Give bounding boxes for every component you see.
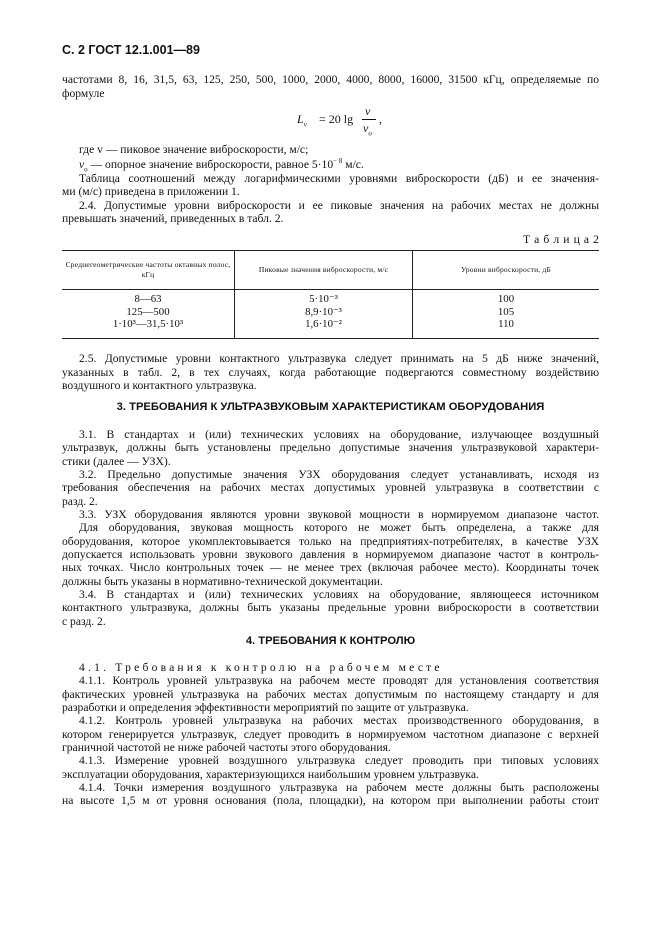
table-col-peak-values — [235, 290, 413, 339]
page-header: С. 2 ГОСТ 12.1.001—89 — [62, 43, 200, 57]
paragraph-3-4-line-1: 3.4. В стандартах и (или) технических условиях на оборудование, являющееся источником — [79, 588, 599, 601]
paragraph-4-1-4-line-1: 4.1.4. Точки измерения воздушного ультразвука на рабочем месте должны быть расположены — [79, 781, 599, 794]
table-header-levels: Уровни виброскорости, дБ — [413, 251, 600, 290]
paragraph-3-3-line-5: ных точках. Число контрольных точек — не менее трех (включая рабочее место). Координаты точек — [62, 561, 599, 574]
table-header-frequencies: Среднегеометрические частоты октавных полос, кГц — [62, 251, 235, 290]
table-caption: Т а б л и ц а 2 — [523, 233, 600, 246]
paragraph-3-1-line-2: ультразвук, должны быть установлены предельно допустимые значения ультразвуковой характери- — [62, 441, 599, 454]
paragraph-3-2-line-3: разд. 2. — [62, 495, 98, 508]
paragraph-2-5-line-2: указанных в табл. 2, в тех случаях, когда работающие подвергаются совместному воздействию — [62, 366, 599, 379]
paragraph-2-5-line-1: 2.5. Допустимые уровни контактного ультразвука следует принимать на 5 дБ ниже значений, — [79, 352, 599, 365]
intro-line-2: формуле — [62, 87, 105, 100]
subsection-4-1-title: 4.1. Требования к контролю на рабочем месте — [79, 661, 443, 674]
table-cell: 8—63 — [134, 293, 162, 305]
paragraph-3-4-line-3: с разд. 2. — [62, 615, 106, 628]
paragraph-4-1-4-line-2: на высоте 1,5 м от уровня основания (пола, площадки), на котором при выполнении работы стоит — [62, 794, 599, 807]
paragraph-3-2-line-1: 3.2. Предельно допустимые значения УЗХ оборудования следует устанавливать, исходя из — [79, 468, 599, 481]
paragraph-4-1-2-line-1: 4.1.2. Контроль уровней ультразвука на рабочих местах производственного оборудования, в — [79, 714, 599, 727]
fraction-bar — [362, 119, 376, 120]
paragraph-4-1-3-line-1: 4.1.3. Измерение уровней воздушного ультразвука следует проводить при типовых условиях — [79, 754, 599, 767]
paragraph-table-relation-line-1: Таблица соотношений между логарифмическими уровнями виброскорости (дБ) и ее значения- — [79, 172, 599, 185]
paragraph-4-1-1-line-2: фактических уровней ультразвука на рабочих местах допустимым по настоящему стандарту и для — [62, 688, 599, 701]
definition-v0: $v_o$ — опорное значение виброскорости, равное $5\cdot 10^{- 8}$ м/с. — [79, 157, 364, 174]
table-col-levels — [413, 290, 600, 339]
paragraph-3-3-line-6: должны быть указаны в нормативно-технической документации. — [62, 575, 383, 588]
paragraph-4-1-3-line-2: эксплуатации оборудования, характеризующихся наибольшим уровнем ультразвука. — [62, 768, 479, 781]
table-cell: 1·10³—31,5·10³ — [112, 318, 184, 330]
table-2 — [62, 250, 599, 339]
paragraph-4-1-1-line-1: 4.1.1. Контроль уровней ультразвука на рабочем месте проводят для установления соответствия — [79, 674, 599, 687]
paragraph-3-4-line-2: контактного ультразвука, должны быть указаны предельные уровни виброскорости в соответствии — [62, 601, 599, 614]
section-4-title: 4. ТРЕБОВАНИЯ К КОНТРОЛЮ — [245, 635, 416, 647]
section-3-title: 3. ТРЕБОВАНИЯ К УЛЬТРАЗВУКОВЫМ ХАРАКТЕРИСТИКАМ ОБОРУДОВАНИЯ — [116, 401, 545, 413]
table-cell: 1,6·10⁻² — [305, 318, 342, 330]
definition-v: где v — пиковое значение виброскорости, м/с; — [79, 143, 309, 156]
paragraph-2-5-line-3: воздушного и контактного ультразвука. — [62, 379, 257, 392]
paragraph-3-3-line-3: оборудования, которое укомплектовывается только на предприятиях-потребителях, в качестве УЗХ — [62, 535, 599, 548]
table-cell: 100 — [497, 293, 515, 305]
formula-numerator: v — [365, 104, 371, 118]
intro-line-1: частотами 8, 16, 31,5, 63, 125, 250, 500, 1000, 2000, 4000, 8000, 16000, 31500 кГц, определяемые по — [62, 73, 599, 86]
paragraph-4-1-2-line-2: котором генерируется ультразвук, следует проводить в нормируемом частотном диапазоне с верхней — [62, 728, 599, 741]
table-cell: 105 — [497, 305, 515, 318]
paragraph-3-1-line-3: стики (далее — УЗХ). — [62, 455, 171, 468]
table-col-frequencies — [62, 290, 235, 339]
formula-operator: = 20 lg — [319, 112, 354, 126]
paragraph-3-3-line-4: допускается использовать уровни звукового давления в нормируемом диапазоне частот в контроль- — [62, 548, 599, 561]
table-cell: 125—500 — [126, 305, 170, 318]
table-cell: 5·10⁻³ — [309, 293, 338, 305]
paragraph-3-3-line-2: Для оборудования, звуковая мощность которого не может быть определена, а также для — [79, 521, 599, 534]
paragraph-3-2-line-2: требования обеспечения на рабочих местах допустимых уровней ультразвука в соответствии с — [62, 481, 599, 494]
paragraph-4-1-1-line-3: разработки и определения эффективности мероприятий по защите от ультразвука. — [62, 701, 469, 714]
paragraph-3-1-line-1: 3.1. В стандартах и (или) технических условиях на оборудование, излучающее воздушный — [79, 428, 599, 441]
formula-denominator: $v_o$ — [363, 121, 372, 138]
paragraph-2-4-line-2: превышать значений, приведенных в табл. 2. — [62, 212, 284, 225]
paragraph-4-1-2-line-3: граничной частотой не ниже рабочей частоты этого оборудования. — [62, 741, 391, 754]
paragraph-table-relation-line-2: ми (м/с) приведена в приложении 1. — [62, 185, 240, 198]
paragraph-3-3-line-1: 3.3. УЗХ оборудования являются уровни звуковой мощности в нормируемом диапазоне частот. — [79, 508, 599, 521]
paragraph-2-4-line-1: 2.4. Допустимые уровни виброскорости и ее пиковые значения на рабочих местах не должны — [79, 199, 599, 212]
formula-lhs: $L_v$ — [297, 112, 307, 129]
table-cell: 8,9·10⁻³ — [305, 305, 342, 318]
formula-comma: , — [379, 112, 382, 126]
table-cell: 110 — [498, 318, 514, 330]
formula — [297, 104, 387, 142]
table-header-peak-values: Пиковые значения виброскорости, м/с — [235, 251, 413, 290]
